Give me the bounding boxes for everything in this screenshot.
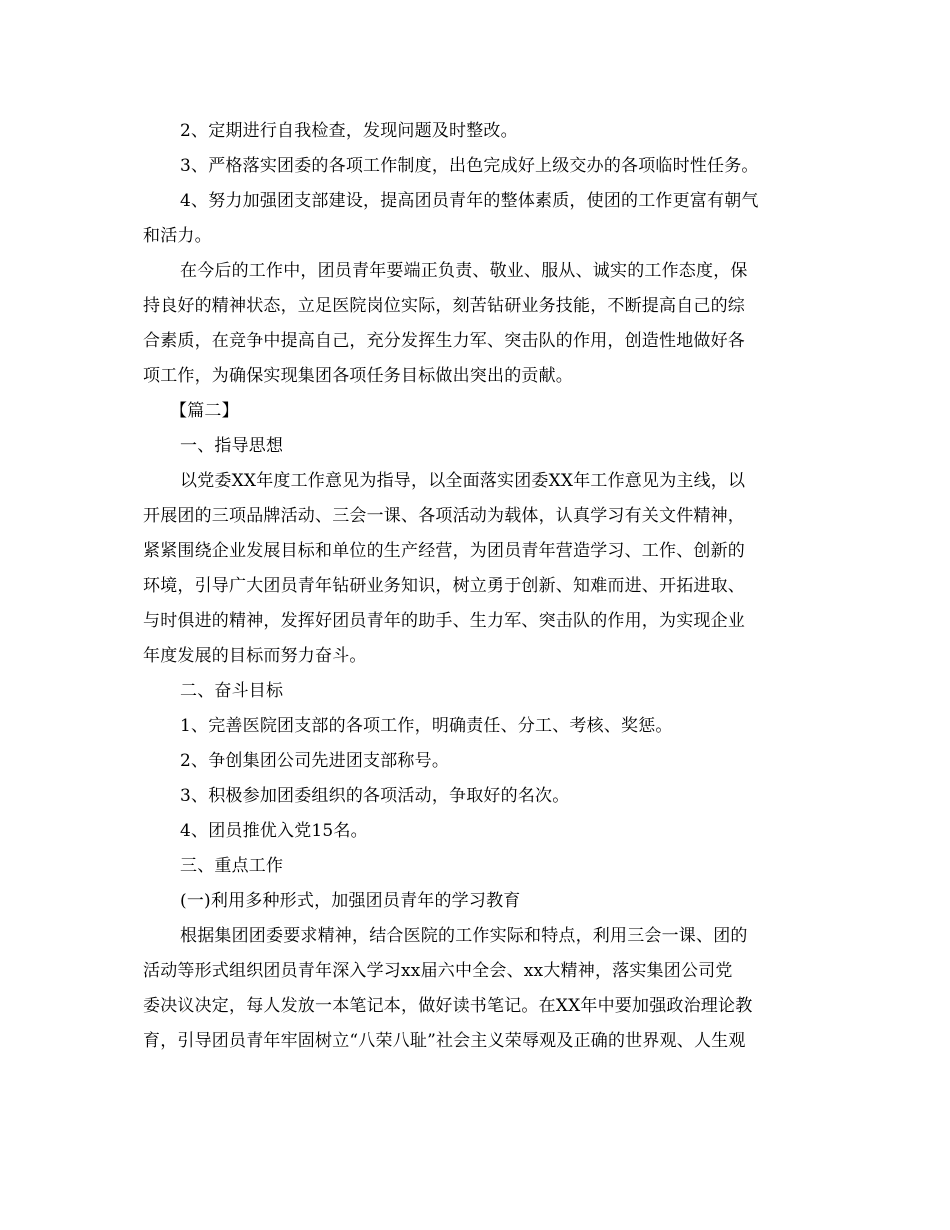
paragraph-line: 合素质，在竞争中提高自己，充分发挥生力军、突击队的作用，创造性地做好各 [143, 331, 745, 351]
paragraph-line: 紧紧围绕企业发展目标和单位的生产经营，为团员青年营造学习、工作、创新的 [143, 541, 745, 561]
paragraph-line: 根据集团团委要求精神，结合医院的工作实际和特点，利用三会一课、团的 [180, 926, 748, 946]
paragraph-line: 环境，引导广大团员青年钻研业务知识，树立勇于创新、知难而进、开拓进取、 [143, 576, 745, 596]
list-item: 3、积极参加团委组织的各项活动，争取好的名次。 [180, 786, 570, 806]
list-item: 1、完善医院团支部的各项工作，明确责任、分工、考核、奖惩。 [180, 716, 673, 736]
paragraph-line: 年度发展的目标而努力奋斗。 [143, 646, 367, 666]
paragraph-line: 委决议决定，每人发放一本笔记本，做好读书笔记。在XX年中要加强政治理论教 [143, 996, 753, 1016]
list-item: 2、争创集团公司先进团支部称号。 [180, 751, 450, 771]
paragraph-line: 项工作，为确保实现集团各项任务目标做出突出的贡献。 [143, 366, 573, 386]
heading-goals: 二、奋斗目标 [180, 681, 284, 701]
paragraph-line: 以党委XX年度工作意见为指导，以全面落实团委XX年工作意见为主线，以 [180, 471, 746, 491]
paragraph-line: 持良好的精神状态，立足医院岗位实际，刻苦钻研业务技能，不断提高自己的综 [143, 296, 745, 316]
paragraph-line: 育，引导团员青年牢固树立“八荣八耻”社会主义荣辱观及正确的世界观、人生观 [143, 1031, 746, 1051]
list-item: 4、团员推优入党15名。 [180, 821, 368, 841]
paragraph-line: 在今后的工作中，团员青年要端正负责、敬业、服从、诚实的工作态度，保 [180, 261, 748, 281]
heading-key-work: 三、重点工作 [180, 856, 284, 876]
subheading-study-education: (一)利用多种形式，加强团员青年的学习教育 [180, 891, 521, 911]
paragraph-line: 与时俱进的精神，发挥好团员青年的助手、生力军、突击队的作用，为实现企业 [143, 611, 745, 631]
list-item-self-check: 2、定期进行自我检查，发现问题及时整改。 [180, 121, 518, 141]
list-item-rules: 3、严格落实团委的各项工作制度，出色完成好上级交办的各项临时性任务。 [180, 156, 759, 176]
heading-guiding-thought: 一、指导思想 [180, 436, 284, 456]
paragraph-line: 和活力。 [143, 226, 212, 246]
section-heading-part-two: 【篇二】 [170, 401, 239, 421]
paragraph-line: 活动等形式组织团员青年深入学习xx届六中全会、xx大精神，落实集团公司党 [143, 961, 733, 981]
list-item-branch-building: 4、努力加强团支部建设，提高团员青年的整体素质，使团的工作更富有朝气 [180, 191, 759, 211]
paragraph-line: 开展团的三项品牌活动、三会一课、各项活动为载体，认真学习有关文件精神， [143, 506, 745, 526]
